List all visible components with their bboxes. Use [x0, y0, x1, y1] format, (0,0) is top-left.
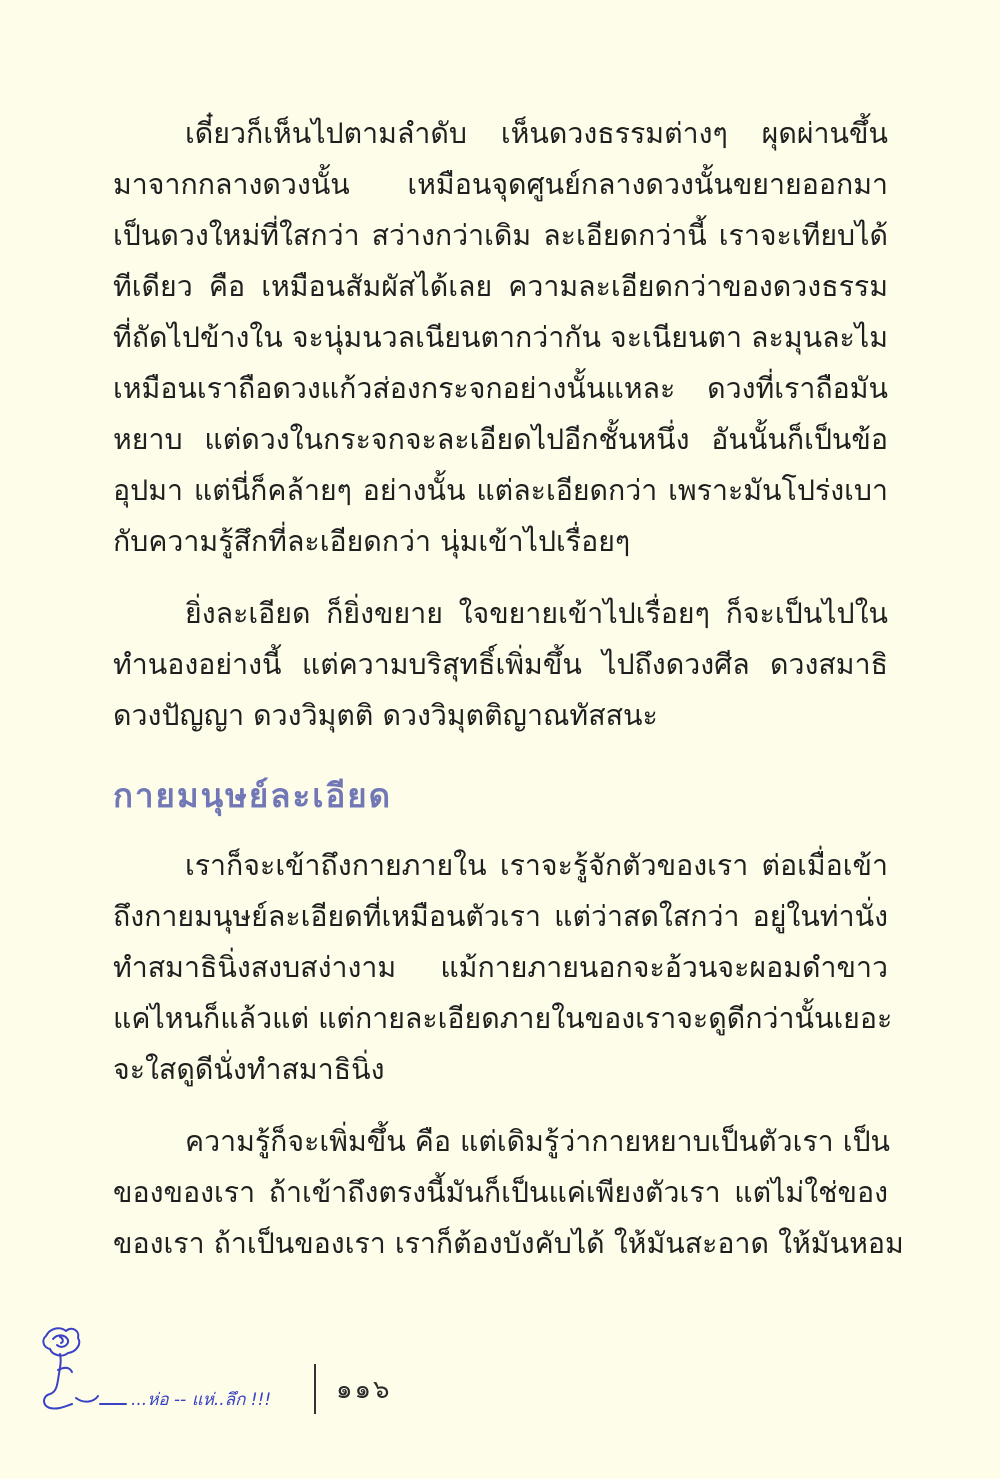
paragraph-line: เหมือนเราถือดวงแก้วส่องกระจกอย่างนั้นแหละ ดวงที่เราถือมัน: [113, 372, 888, 405]
page-number: ๑๑๖: [336, 1375, 392, 1405]
paragraph-line: ที่ถัดไปข้างใน จะนุ่มนวลเนียนตากว่ากัน จะเนียนตา ละมุนละไม: [113, 321, 888, 354]
paragraph-line: ทำนองอย่างนี้ แต่ความบริสุทธิ์เพิ่มขึ้น ไปถึงดวงศีล ดวงสมาธิ: [113, 648, 888, 681]
paragraph-4: [113, 1116, 904, 1269]
paragraph-line: มาจากกลางดวงนั้น เหมือนจุดศูนย์กลางดวงนั้นขยายออกมา: [113, 168, 888, 201]
signature-text: ...ห่อ -- แห่..ลึก !!!: [131, 1390, 272, 1410]
paragraph-line: เป็นดวงใหม่ที่ใสกว่า สว่างกว่าเดิม ละเอียดกว่านี้ เราจะเทียบได้: [113, 219, 888, 252]
paragraph-line: ดวงปัญญา ดวงวิมุตติ ดวงวิมุตติญาณทัสสนะ: [113, 699, 658, 732]
paragraph-line: อุปมา แต่นี่ก็คล้ายๆ อย่างนั้น แต่ละเอียดกว่า เพราะมันโปร่งเบา: [113, 474, 888, 507]
paragraph-line: แค่ไหนก็แล้วแต่ แต่กายละเอียดภายในของเราจะดูดีกว่านั้นเยอะ: [113, 1002, 893, 1035]
paragraph-line: ของเรา ถ้าเป็นของเรา เราก็ต้องบังคับได้ ให้มันสะอาด ให้มันหอม: [113, 1227, 904, 1260]
paragraph-2: [113, 588, 888, 741]
paragraph-3: [113, 840, 893, 1095]
paragraph-line: ถึงกายมนุษย์ละเอียดที่เหมือนตัวเรา แต่ว่าสดใสกว่า อยู่ในท่านั่ง: [113, 900, 888, 933]
paragraph-line: ทำสมาธินิ่งสงบสง่างาม แม้กายภายนอกจะอ้วนจะผอมดำขาว: [113, 951, 888, 984]
signature-rose-icon: [36, 1322, 286, 1432]
footer-divider: [314, 1364, 316, 1414]
page-content: [113, 108, 904, 1269]
paragraph-line: ความรู้ก็จะเพิ่มขึ้น คือ แต่เดิมรู้ว่ากายหยาบเป็นตัวเรา เป็น: [185, 1125, 891, 1158]
paragraph-line: ยิ่งละเอียด ก็ยิ่งขยาย ใจขยายเข้าไปเรื่อยๆ ก็จะเป็นไปใน: [185, 597, 888, 630]
page-footer: [36, 1322, 456, 1432]
paragraph-line: หยาบ แต่ดวงในกระจกจะละเอียดไปอีกชั้นหนึ่ง อันนั้นก็เป็นข้อ: [113, 423, 888, 456]
paragraph-line: เดี๋ยวก็เห็นไปตามลำดับ เห็นดวงธรรมต่างๆ ผุดผ่านขึ้น: [185, 117, 888, 150]
paragraph-line: จะใสดูดีนั่งทำสมาธินิ่ง: [113, 1053, 385, 1086]
paragraph-line: ทีเดียว คือ เหมือนสัมผัสได้เลย ความละเอียดกว่าของดวงธรรม: [113, 270, 888, 303]
paragraph-line: ของของเรา ถ้าเข้าถึงตรงนี้มันก็เป็นแค่เพียงตัวเรา แต่ไม่ใช่ของ: [113, 1176, 888, 1209]
paragraph-line: เราก็จะเข้าถึงกายภายใน เราจะรู้จักตัวของเรา ต่อเมื่อเข้า: [185, 849, 888, 882]
paragraph-1: [113, 108, 888, 567]
paragraph-line: กับความรู้สึกที่ละเอียดกว่า นุ่มเข้าไปเรื่อยๆ: [113, 525, 631, 558]
section-heading: กายมนุษย์ละเอียด: [113, 776, 393, 815]
